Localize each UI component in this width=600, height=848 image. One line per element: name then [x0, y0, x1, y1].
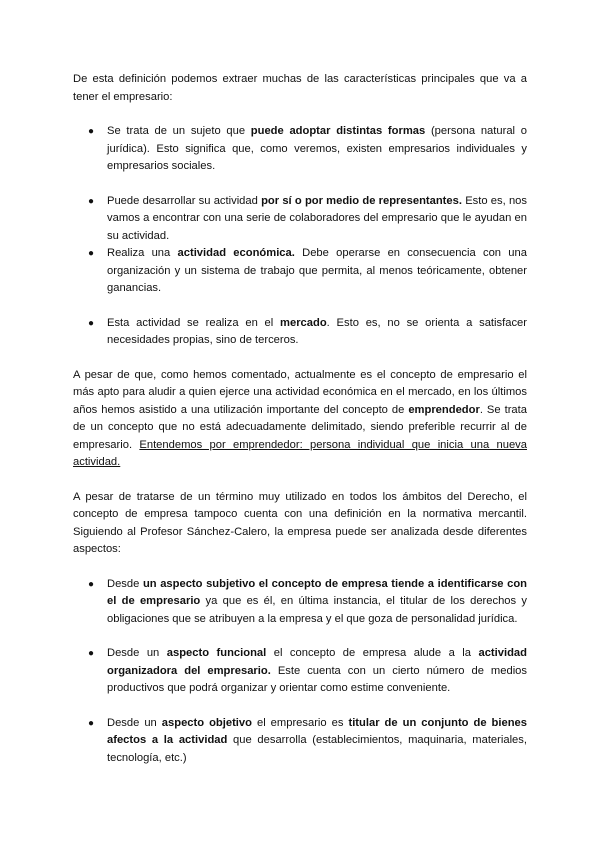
- bullet-icon: ●: [88, 126, 95, 137]
- list-item: ● Desde un aspecto subjetivo el concepto de empresa tiende a identificarse con el de empresario ya que es él, en última instancia, el titular de los derechos y obligaciones que se atribuyen a la empresa y el que goza de personalidad jurídica.: [88, 577, 527, 625]
- document-page: [73, 71, 527, 767]
- emprendedor-paragraph: A pesar de que, como hemos comentado, actualmente es el concepto de empresario el más apto para aludir a quien ejerce una actividad económica en el mercado, en los últimos años hemos asistido a una utilización importante del concepto de emprendedor. Se trata de un concepto que no está adecuadamente delimitado, siendo preferible recurrir al de empresario. Entendemos por emprendedor: persona individual que inicia una nueva actividad.: [73, 368, 527, 468]
- bullet-icon: ●: [88, 317, 95, 329]
- list-item: ● Desde un aspecto funcional el concepto de empresa alude a la actividad organizadora del empresario. Este cuenta con un cierto número de medios productivos que podrá organizar y orientar como estime conveniente.: [88, 647, 527, 694]
- emprendedor-definition: Entendemos por emprendedor: persona individual que inicia una nueva actividad.: [73, 438, 527, 468]
- list-item: ● Realiza una actividad económica. Debe operarse en consecuencia con una organización y un sistema de trabajo que permita, al menos teóricamente, obtener ganancias.: [88, 247, 527, 294]
- list-item: ● Esta actividad se realiza en el mercado. Esto es, no se orienta a satisfacer necesidades propias, sino de terceros.: [88, 316, 527, 346]
- aspects-list: [73, 576, 527, 768]
- list-item: ● Puede desarrollar su actividad por sí o por medio de representantes. Esto es, nos vamos a encontrar con una serie de colaboradores del empresario que le ayudan en su actividad.: [88, 194, 527, 242]
- bullet-icon: ●: [88, 195, 95, 207]
- bullet-icon: ●: [88, 648, 95, 659]
- empresa-paragraph: A pesar de tratarse de un término muy utilizado en todos los ámbitos del Derecho, el concepto de empresa tampoco cuenta con una definición en la normativa mercantil. Siguiendo al Profesor Sánchez-Calero, la empresa puede ser analizada desde diferentes aspectos:: [73, 490, 527, 555]
- bullet-icon: ●: [88, 248, 95, 259]
- list-item: ● Se trata de un sujeto que puede adoptar distintas formas (persona natural o jurídica). Esto significa que, como veremos, existen empresarios individuales y empresarios sociales.: [88, 125, 527, 172]
- bullet-icon: ●: [88, 578, 95, 590]
- intro-paragraph: De esta definición podemos extraer muchas de las características principales que va a tener el empresario:: [73, 73, 527, 103]
- list-item: ● Desde un aspecto objetivo el empresario es titular de un conjunto de bienes afectos a la actividad que desarrolla (establecimientos, maquinaria, materiales, tecnología, etc.): [88, 716, 527, 764]
- bullet-icon: ●: [88, 717, 95, 729]
- characteristics-list: [73, 123, 527, 350]
